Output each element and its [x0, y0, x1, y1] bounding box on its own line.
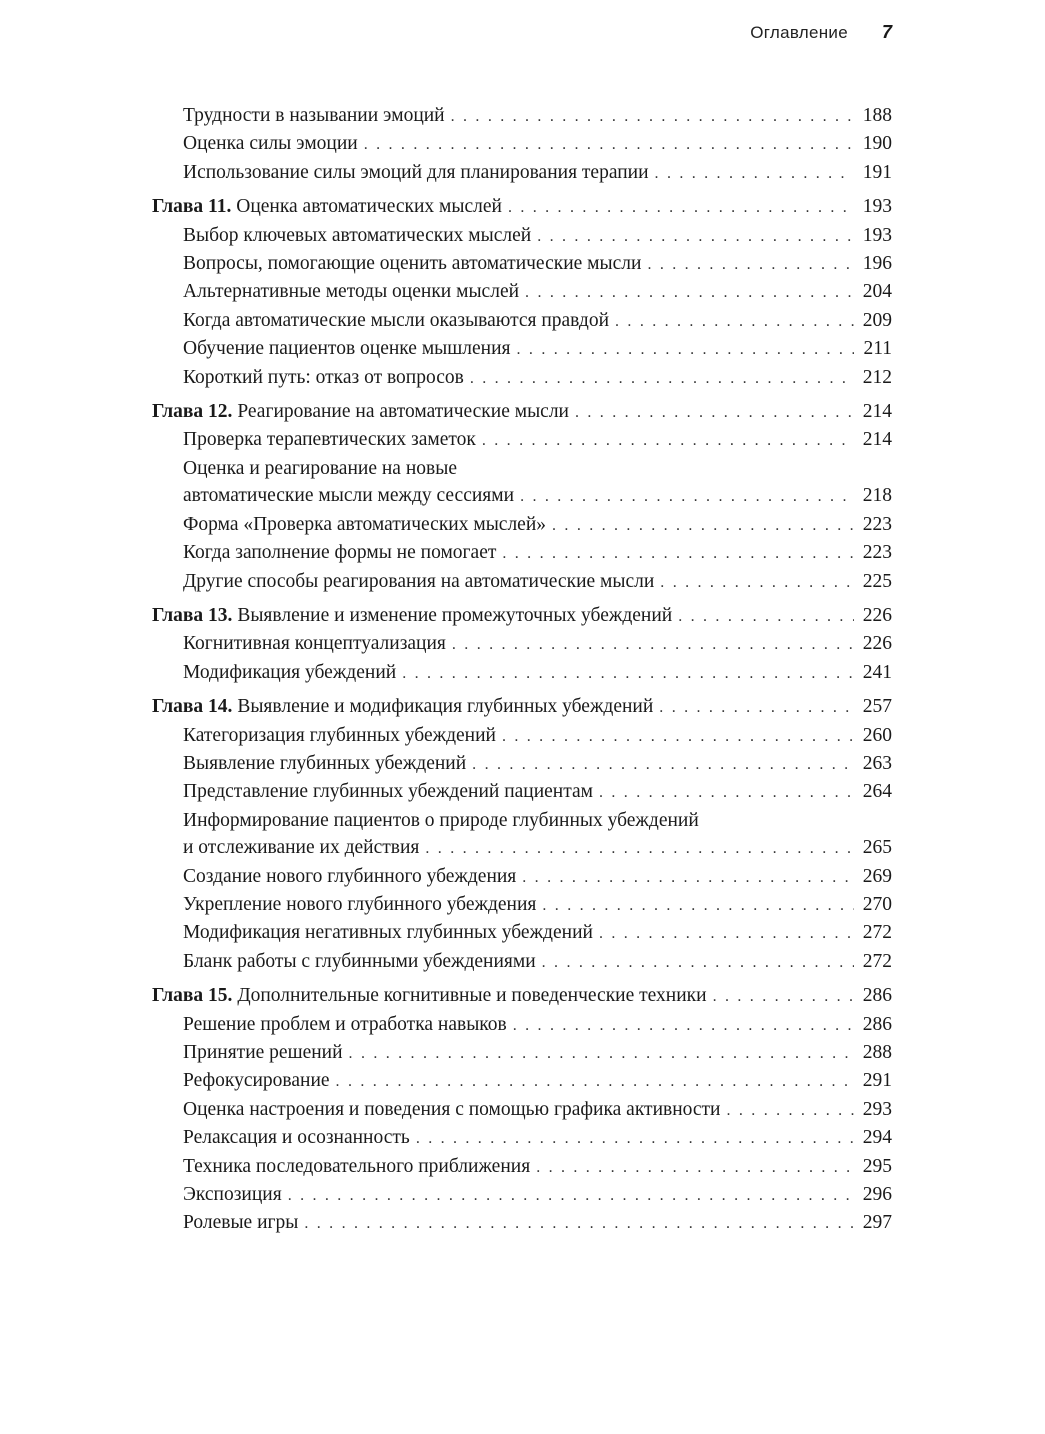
chapter-14-block [152, 693, 892, 976]
toc-entry[interactable] [152, 722, 892, 750]
dot-leader [513, 1012, 854, 1039]
dot-leader [542, 892, 854, 919]
toc-entry[interactable] [152, 250, 892, 278]
toc-entry[interactable] [152, 778, 892, 806]
header-page-number: 7 [881, 22, 892, 42]
chapter-title: Выявление и модификация глубинных убеждений [237, 696, 654, 718]
dot-leader [482, 427, 854, 454]
toc-entry-page: 297 [862, 1212, 892, 1234]
toc-entry-title: Выбор ключевых автоматических мыслей [183, 224, 532, 246]
dot-leader [517, 336, 854, 363]
toc-entry[interactable] [152, 1124, 892, 1152]
dot-leader [537, 223, 854, 250]
dot-leader [678, 603, 854, 630]
toc-entry-page: 260 [862, 724, 892, 746]
toc-entry-title: Бланк работы с глубинными убеждениями [183, 950, 536, 972]
toc-entry[interactable] [152, 1153, 892, 1181]
toc-entry[interactable] [152, 630, 892, 658]
toc-entry-title: Другие способы реагирования на автоматические мысли [183, 570, 655, 592]
chapter-12-block [152, 398, 892, 596]
toc-entry[interactable] [152, 159, 892, 187]
dot-leader [575, 399, 854, 426]
toc-entry-title: Когда заполнение формы не помогает [183, 542, 497, 564]
chapter-label: Глава 13. [152, 604, 233, 626]
toc-entry-page: 288 [862, 1042, 892, 1063]
toc-entry[interactable] [152, 335, 892, 363]
dot-leader [522, 864, 854, 891]
toc-entry-page: 264 [862, 781, 892, 803]
toc-entry[interactable] [152, 482, 892, 510]
chapter-page: 257 [862, 696, 892, 718]
toc-entry[interactable] [152, 863, 892, 891]
chapter-title: Оценка автоматических мыслей [236, 196, 502, 218]
toc-entry-page: 188 [862, 105, 892, 126]
toc-entry-title: Релаксация и осознанность [183, 1127, 410, 1149]
toc-entry-title: Трудности в назывании эмоций [183, 105, 445, 126]
toc-entry-title: Экспозиция [183, 1184, 282, 1206]
toc-entry-title: Проверка терапевтических заметок [183, 429, 476, 451]
toc-entry[interactable] [152, 426, 892, 454]
dot-leader [508, 194, 854, 221]
toc-entry-page: 196 [862, 253, 892, 275]
dot-leader [660, 569, 854, 596]
toc-entry-page: 291 [862, 1070, 892, 1092]
toc-entry-page: 223 [862, 542, 892, 564]
toc-entry-page: 211 [863, 338, 892, 360]
toc-entry-page: 286 [862, 1013, 892, 1035]
dot-leader [655, 160, 854, 187]
dot-leader [502, 723, 854, 750]
chapter-title: Выявление и изменение промежуточных убеждений [237, 604, 673, 626]
toc-entry-first-line[interactable]: Оценка и реагирование на новые [183, 457, 457, 479]
toc-entry-title: Выявление глубинных убеждений [183, 752, 467, 774]
chapter-label: Глава 11. [152, 196, 232, 218]
toc-entry-page: 241 [862, 661, 892, 683]
dot-leader [502, 540, 854, 567]
dot-leader [552, 512, 854, 539]
toc-entry-title: Оценка силы эмоции [183, 133, 358, 155]
toc-entry-page: 270 [862, 893, 892, 915]
dot-leader [304, 1210, 854, 1237]
chapter-page: 193 [862, 196, 892, 218]
toc-entry-page: 209 [862, 309, 892, 331]
dot-leader [451, 103, 854, 130]
toc-entry[interactable] [152, 102, 892, 130]
toc-entry[interactable] [152, 891, 892, 919]
dot-leader [336, 1068, 854, 1095]
chapter-label: Глава 14. [152, 696, 233, 718]
chapter-title: Дополнительные когнитивные и поведенческие техники [237, 985, 707, 1007]
dot-leader [416, 1125, 854, 1152]
toc-entry-page: 190 [862, 133, 892, 155]
toc-entry[interactable] [152, 834, 892, 862]
dot-leader [536, 1154, 854, 1181]
toc-entry-title: Альтернативные методы оценки мыслей [183, 281, 520, 303]
toc-entry-title: Модификация негативных глубинных убеждений [183, 922, 593, 944]
toc-entry[interactable] [152, 948, 892, 976]
toc-entry[interactable] [152, 1039, 892, 1067]
toc-entry-page: 293 [862, 1098, 892, 1120]
chapter-heading[interactable] [152, 602, 892, 630]
toc-entry-page: 269 [862, 865, 892, 887]
chapter-heading[interactable] [152, 398, 892, 426]
intro-block [152, 102, 892, 187]
toc-entry-title: Вопросы, помогающие оценить автоматические мысли [183, 253, 642, 275]
toc-entry-page: 272 [862, 950, 892, 972]
toc-entry-page: 204 [862, 281, 892, 303]
dot-leader [349, 1040, 854, 1067]
toc-entry[interactable] [152, 539, 892, 567]
chapter-15-block [152, 982, 892, 1238]
toc-entry-page: 193 [862, 224, 892, 246]
toc-entry-title: Техника последовательного приближения [183, 1155, 531, 1177]
toc-entry-title: Представление глубинных убеждений пациентам [183, 781, 593, 803]
chapter-13-block [152, 602, 892, 687]
toc-entry-page: 226 [862, 633, 892, 655]
toc-entry-page: 294 [862, 1127, 892, 1149]
toc-entry[interactable] [152, 568, 892, 596]
toc-entry[interactable] [152, 1011, 892, 1039]
toc-entry-title: Укрепление нового глубинного убеждения [183, 893, 537, 915]
toc-entry-title: Форма «Проверка автоматических мыслей» [183, 513, 547, 535]
dot-leader [713, 983, 854, 1010]
toc-entry-title: Решение проблем и отработка навыков [183, 1013, 507, 1035]
chapter-heading[interactable] [152, 693, 892, 721]
chapter-label: Глава 15. [152, 985, 233, 1007]
header-title: Оглавление [750, 23, 848, 42]
chapter-label: Глава 12. [152, 401, 233, 423]
dot-leader [452, 631, 854, 658]
toc-entry[interactable] [152, 307, 892, 335]
dot-leader [615, 308, 854, 335]
toc-entry-title: Рефокусирование [183, 1070, 330, 1092]
toc-entry-title: и отслеживание их действия [183, 837, 420, 859]
toc-entry[interactable] [152, 659, 892, 687]
toc-entry[interactable] [152, 919, 892, 947]
toc-entry-page: 191 [862, 161, 892, 183]
toc-entry-title: Короткий путь: отказ от вопросов [183, 366, 464, 388]
toc-entry-title: автоматические мысли между сессиями [183, 485, 515, 507]
toc-entry-title: Когнитивная концептуализация [183, 633, 446, 655]
chapter-page: 214 [862, 401, 892, 423]
toc-entry-page: 214 [862, 429, 892, 451]
toc-entry-page: 296 [862, 1184, 892, 1206]
toc-entry[interactable] [152, 750, 892, 778]
toc-entry[interactable] [152, 1096, 892, 1124]
dot-leader [659, 694, 854, 721]
dot-leader [470, 365, 854, 392]
chapter-page: 286 [862, 985, 892, 1007]
toc-entry-page: 295 [862, 1155, 892, 1177]
toc-entry-page: 218 [862, 485, 892, 507]
toc-entry-page: 272 [862, 922, 892, 944]
toc-entry-title: Когда автоматические мысли оказываются правдой [183, 309, 610, 331]
toc-entry[interactable] [152, 511, 892, 539]
dot-leader [542, 949, 854, 976]
chapter-title: Реагирование на автоматические мысли [237, 401, 569, 423]
toc-entry-title: Оценка настроения и поведения с помощью графика активности [183, 1098, 721, 1120]
toc-entry[interactable] [152, 1067, 892, 1095]
toc-entry-title: Категоризация глубинных убеждений [183, 724, 496, 746]
chapter-heading[interactable] [152, 982, 892, 1010]
toc-entry-title: Использование силы эмоций для планирования терапии [183, 161, 649, 183]
dot-leader [402, 660, 854, 687]
table-of-contents [152, 102, 892, 1244]
toc-entry-title: Создание нового глубинного убеждения [183, 865, 517, 887]
running-header [0, 22, 892, 52]
chapter-page: 226 [862, 604, 892, 626]
toc-entry-page: 212 [862, 366, 892, 388]
dot-leader [520, 483, 854, 510]
dot-leader [425, 835, 854, 862]
toc-entry-page: 265 [862, 837, 892, 859]
toc-entry-page: 223 [862, 513, 892, 535]
toc-entry-title: Обучение пациентов оценке мышления [183, 338, 511, 360]
chapter-heading[interactable] [152, 193, 892, 221]
dot-leader [647, 251, 854, 278]
toc-entry-page: 263 [862, 752, 892, 774]
dot-leader [727, 1097, 855, 1124]
toc-entry[interactable] [152, 364, 892, 392]
dot-leader [364, 131, 854, 158]
toc-entry[interactable] [152, 130, 892, 158]
toc-entry-title: Модификация убеждений [183, 661, 397, 683]
dot-leader [599, 779, 854, 806]
toc-entry-page: 225 [862, 570, 892, 592]
toc-entry[interactable] [152, 1209, 892, 1237]
toc-entry[interactable] [152, 1181, 892, 1209]
dot-leader [525, 279, 854, 306]
chapter-11-block [152, 193, 892, 392]
toc-entry[interactable] [152, 222, 892, 250]
toc-entry-title: Принятие решений [183, 1042, 343, 1063]
toc-entry[interactable] [152, 278, 892, 306]
dot-leader [472, 751, 854, 778]
toc-entry-title: Ролевые игры [183, 1212, 299, 1234]
toc-entry-first-line[interactable]: Информирование пациентов о природе глубинных убеждений [183, 809, 699, 831]
dot-leader [599, 920, 854, 947]
dot-leader [288, 1182, 854, 1209]
